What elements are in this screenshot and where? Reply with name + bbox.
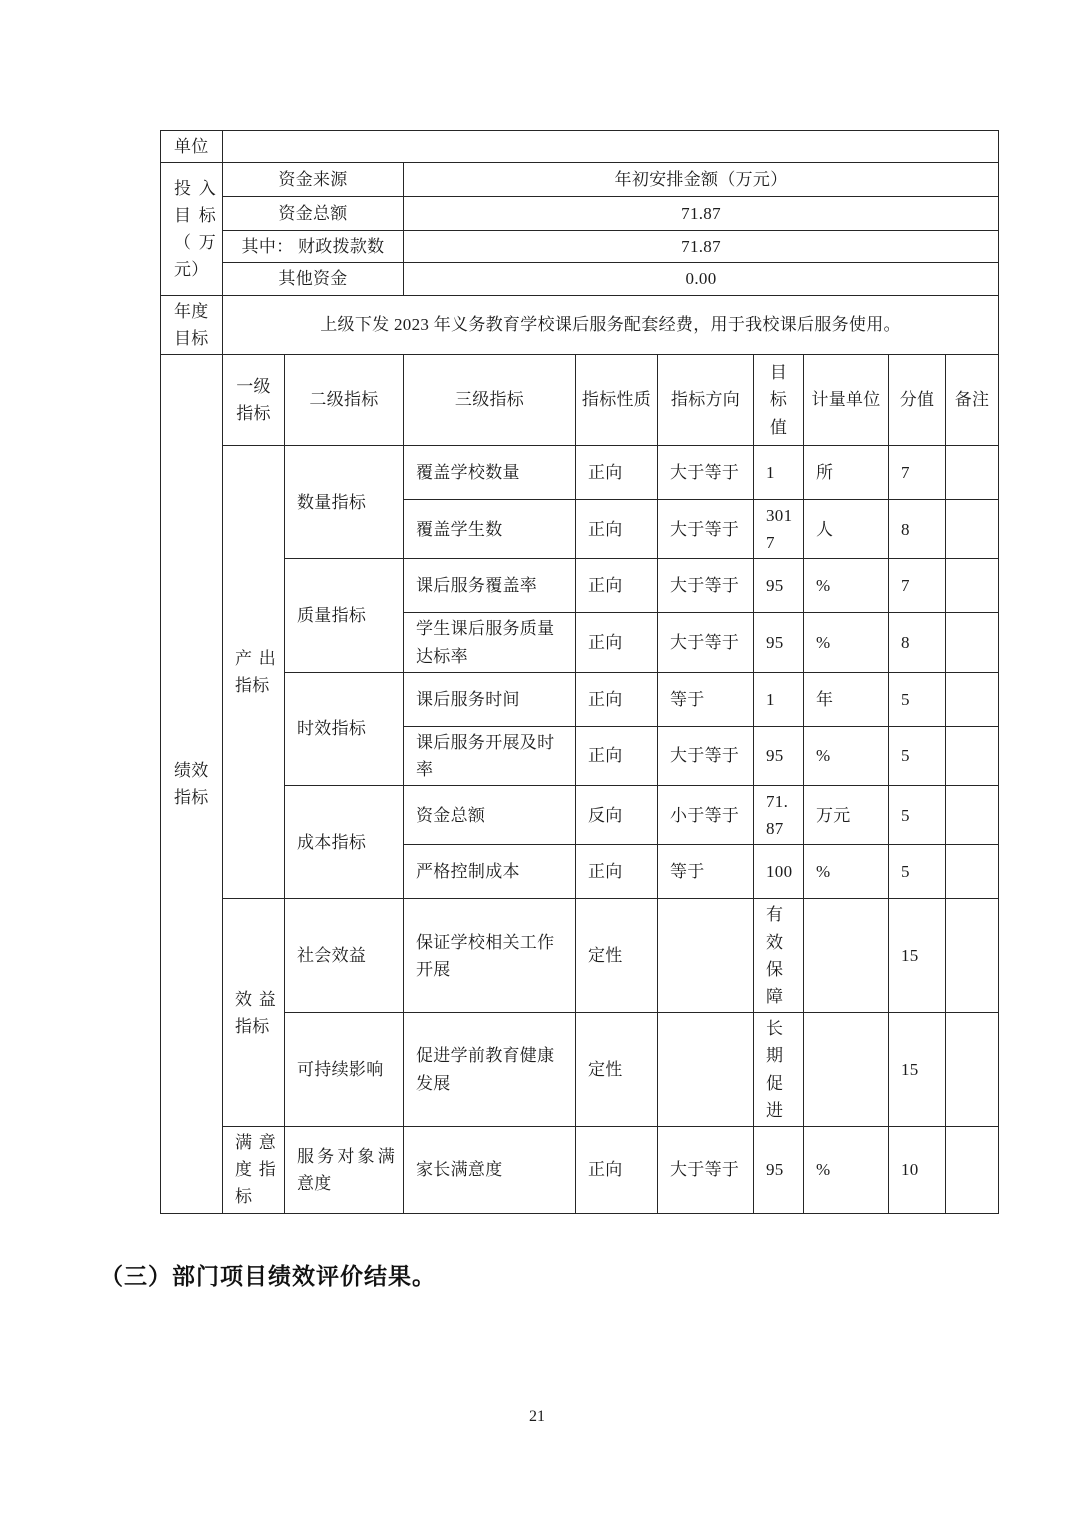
header-level2: 二级指标: [285, 354, 404, 445]
score-value: 8: [889, 613, 946, 672]
indicator-nature: 正向: [576, 445, 658, 499]
table-header-row: [161, 354, 999, 445]
indicator-direction: 大于等于: [658, 613, 754, 672]
note-cell: [946, 613, 999, 672]
level3-indicator: 课后服务时间: [404, 672, 576, 726]
annual-goal-label: 年度目标: [161, 295, 223, 354]
table-row: [161, 786, 999, 845]
level2-sustainable-impact: 可持续影响: [285, 1013, 404, 1127]
header-level1: 一级指标: [223, 354, 285, 445]
table-row: [161, 163, 999, 197]
indicator-direction: 等于: [658, 672, 754, 726]
table-row: [161, 672, 999, 726]
indicator-nature: 正向: [576, 613, 658, 672]
level3-indicator: 促进学前教育健康发展: [404, 1013, 576, 1127]
measure-unit: 年: [804, 672, 889, 726]
other-funds-value: 0.00: [404, 263, 999, 295]
target-value: 95: [754, 1126, 804, 1213]
note-cell: [946, 1013, 999, 1127]
measure-unit: %: [804, 613, 889, 672]
target-value: 3017: [754, 499, 804, 558]
score-value: 5: [889, 672, 946, 726]
level2-social-benefit: 社会效益: [285, 899, 404, 1013]
indicator-direction: 大于等于: [658, 1126, 754, 1213]
score-value: 5: [889, 845, 946, 899]
level3-indicator: 资金总额: [404, 786, 576, 845]
indicator-direction: 大于等于: [658, 445, 754, 499]
target-value: 100: [754, 845, 804, 899]
unit-value: [223, 131, 999, 163]
level2-quantity-indicators: 数量指标: [285, 445, 404, 558]
annual-goal-text: 上级下发 2023 年义务教育学校课后服务配套经费，用于我校课后服务使用。: [223, 295, 999, 354]
funding-source-label: 资金来源: [223, 163, 404, 197]
level3-indicator: 学生课后服务质量达标率: [404, 613, 576, 672]
total-funds-value: 71.87: [404, 197, 999, 231]
header-nature: 指标性质: [576, 354, 658, 445]
indicator-direction: 大于等于: [658, 559, 754, 613]
indicator-nature: 反向: [576, 786, 658, 845]
indicator-nature: 定性: [576, 1013, 658, 1127]
score-value: 10: [889, 1126, 946, 1213]
level3-indicator: 严格控制成本: [404, 845, 576, 899]
level3-indicator: 覆盖学校数量: [404, 445, 576, 499]
indicator-nature: 正向: [576, 726, 658, 785]
indicator-nature: 正向: [576, 499, 658, 558]
level1-output-indicators: 产出指标: [223, 445, 285, 899]
target-value: 有效保障: [754, 899, 804, 1013]
level3-indicator: 保证学校相关工作开展: [404, 899, 576, 1013]
header-score: 分值: [889, 354, 946, 445]
level3-indicator: 课后服务开展及时率: [404, 726, 576, 785]
table-row: [161, 231, 999, 263]
indicator-direction: 大于等于: [658, 499, 754, 558]
target-value: 95: [754, 559, 804, 613]
measure-unit: [804, 899, 889, 1013]
score-value: 7: [889, 559, 946, 613]
indicator-direction: [658, 1013, 754, 1127]
level2-quality-indicators: 质量指标: [285, 559, 404, 672]
input-goal-label: 投入目标（万元）: [161, 163, 223, 295]
level2-timeliness-indicators: 时效指标: [285, 672, 404, 785]
measure-unit: 万元: [804, 786, 889, 845]
table-row: [161, 263, 999, 295]
note-cell: [946, 445, 999, 499]
indicator-direction: 小于等于: [658, 786, 754, 845]
unit-label: 单位: [161, 131, 223, 163]
note-cell: [946, 726, 999, 785]
note-cell: [946, 672, 999, 726]
measure-unit: %: [804, 1126, 889, 1213]
level3-indicator: 家长满意度: [404, 1126, 576, 1213]
score-value: 5: [889, 786, 946, 845]
target-value: 1: [754, 672, 804, 726]
measure-unit: %: [804, 845, 889, 899]
target-value: 长期促进: [754, 1013, 804, 1127]
note-cell: [946, 899, 999, 1013]
fiscal-allocation-label: 其中： 财政拨款数: [223, 231, 404, 263]
header-note: 备注: [946, 354, 999, 445]
indicator-nature: 正向: [576, 559, 658, 613]
performance-indicator-table: [160, 130, 999, 1214]
fiscal-allocation-value: 71.87: [404, 231, 999, 263]
note-cell: [946, 786, 999, 845]
indicator-direction: [658, 899, 754, 1013]
note-cell: [946, 559, 999, 613]
page-number: 21: [529, 1408, 545, 1425]
indicator-nature: 定性: [576, 899, 658, 1013]
header-direction: 指标方向: [658, 354, 754, 445]
header-target: 目标值: [754, 354, 804, 445]
score-value: 5: [889, 726, 946, 785]
section-heading: （三）部门项目绩效评价结果。: [100, 1264, 436, 1289]
table-row: [161, 1013, 999, 1127]
measure-unit: 人: [804, 499, 889, 558]
indicator-nature: 正向: [576, 672, 658, 726]
measure-unit: 所: [804, 445, 889, 499]
score-value: 7: [889, 445, 946, 499]
measure-unit: [804, 1013, 889, 1127]
table-row: [161, 131, 999, 163]
indicator-nature: 正向: [576, 1126, 658, 1213]
table-row: [161, 559, 999, 613]
indicator-direction: 大于等于: [658, 726, 754, 785]
level2-service-target-satisfaction: 服务对象满意度: [285, 1126, 404, 1213]
level3-indicator: 课后服务覆盖率: [404, 559, 576, 613]
level3-indicator: 覆盖学生数: [404, 499, 576, 558]
header-level3: 三级指标: [404, 354, 576, 445]
target-value: 95: [754, 613, 804, 672]
table-row: [161, 899, 999, 1013]
table-row: [161, 445, 999, 499]
score-value: 8: [889, 499, 946, 558]
target-value: 95: [754, 726, 804, 785]
level1-satisfaction-indicators: 满意度指标: [223, 1126, 285, 1213]
measure-unit: %: [804, 726, 889, 785]
level1-benefit-indicators: 效益指标: [223, 899, 285, 1127]
score-value: 15: [889, 899, 946, 1013]
note-cell: [946, 499, 999, 558]
table-row: [161, 197, 999, 231]
score-value: 15: [889, 1013, 946, 1127]
header-unit: 计量单位: [804, 354, 889, 445]
note-cell: [946, 1126, 999, 1213]
table-row: [161, 1126, 999, 1213]
indicator-direction: 等于: [658, 845, 754, 899]
funding-source-value: 年初安排金额（万元）: [404, 163, 999, 197]
side-label-performance-indicators: 绩效指标: [161, 354, 223, 1213]
measure-unit: %: [804, 559, 889, 613]
total-funds-label: 资金总额: [223, 197, 404, 231]
level2-cost-indicators: 成本指标: [285, 786, 404, 899]
table-row: [161, 295, 999, 354]
target-value: 71.87: [754, 786, 804, 845]
note-cell: [946, 845, 999, 899]
other-funds-label: 其他资金: [223, 263, 404, 295]
indicator-nature: 正向: [576, 845, 658, 899]
target-value: 1: [754, 445, 804, 499]
